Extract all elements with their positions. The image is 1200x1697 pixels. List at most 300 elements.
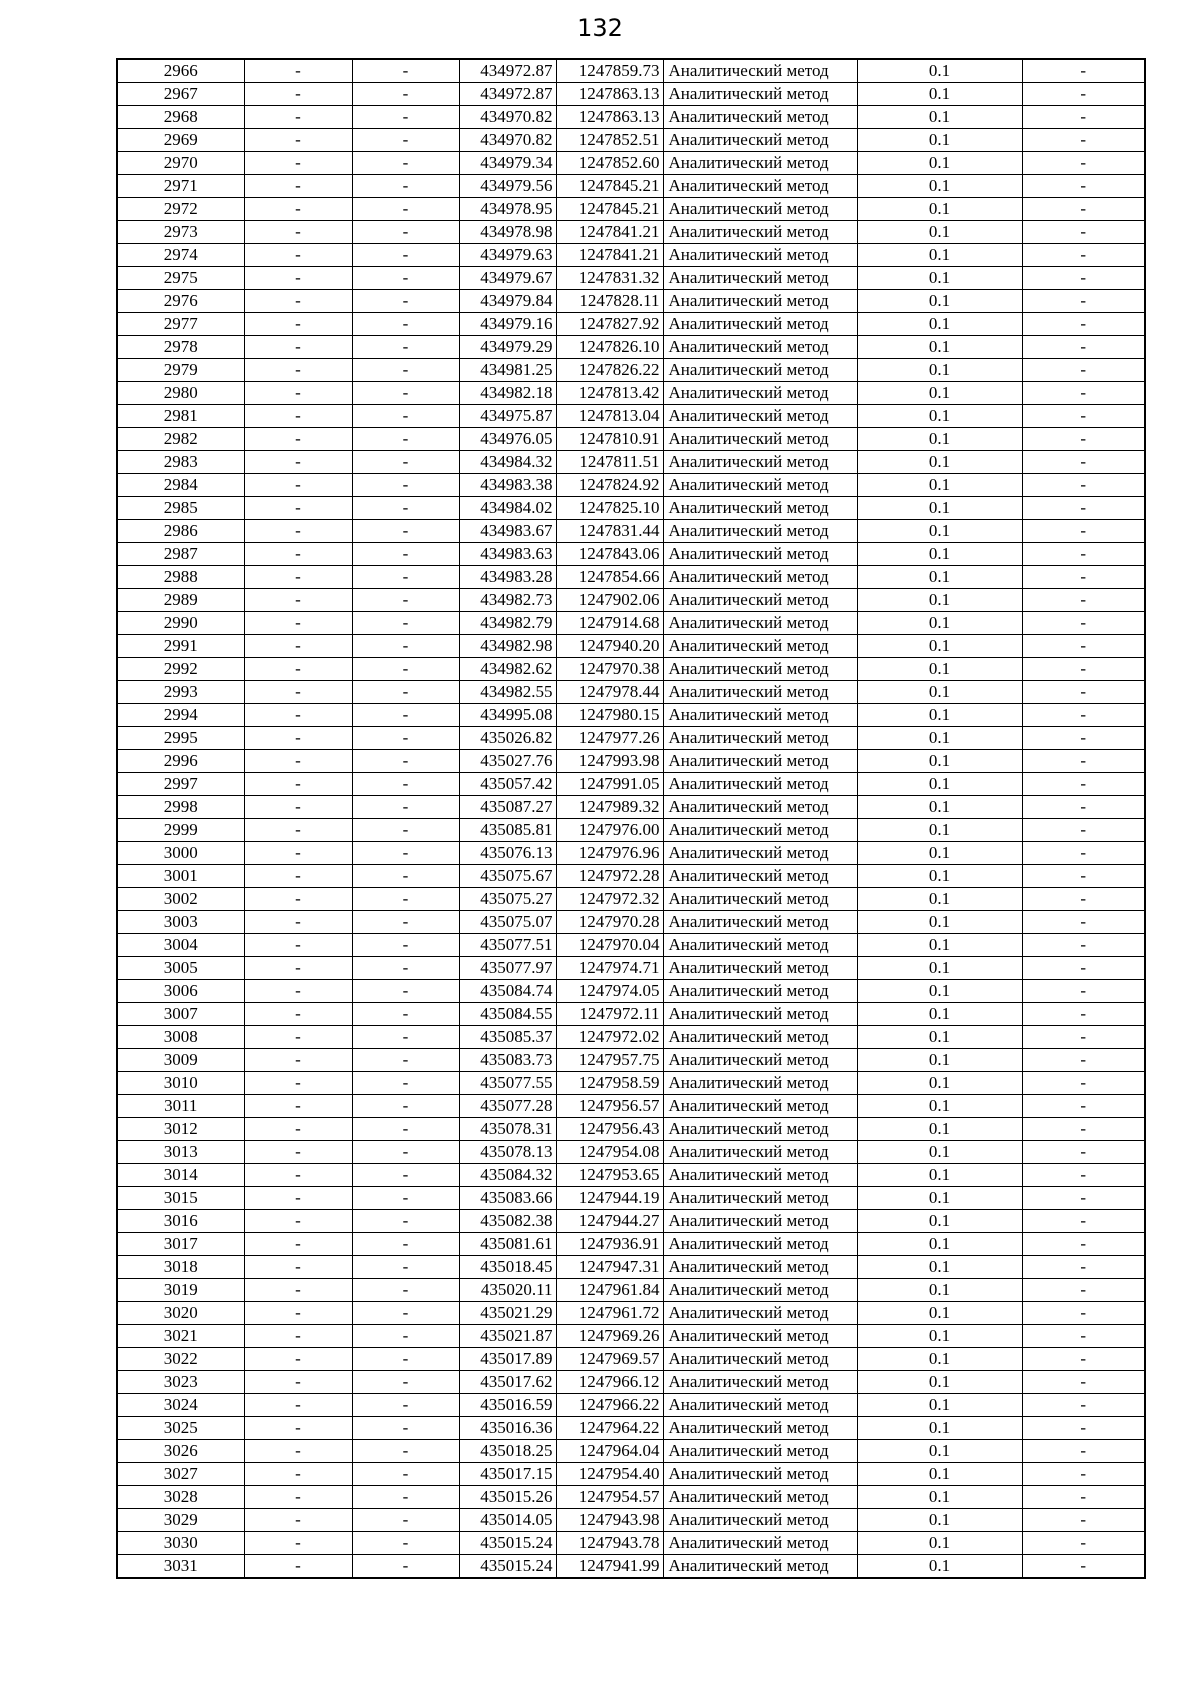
y-coordinate-cell: 1247941.99 (556, 1555, 663, 1579)
accuracy-cell: 0.1 (857, 129, 1022, 152)
point-number-cell: 2998 (117, 796, 244, 819)
table-row (117, 589, 1145, 612)
empty-cell-b: - (352, 543, 459, 566)
table-row (117, 1325, 1145, 1348)
x-coordinate-cell: 435021.87 (459, 1325, 556, 1348)
empty-cell-b: - (352, 1302, 459, 1325)
y-coordinate-cell: 1247954.08 (556, 1141, 663, 1164)
description-cell: - (1022, 796, 1145, 819)
empty-cell-b: - (352, 313, 459, 336)
empty-cell-a: - (244, 1141, 352, 1164)
method-cell: Аналитический метод (663, 1325, 857, 1348)
y-coordinate-cell: 1247958.59 (556, 1072, 663, 1095)
empty-cell-b: - (352, 1164, 459, 1187)
method-cell: Аналитический метод (663, 405, 857, 428)
x-coordinate-cell: 435082.38 (459, 1210, 556, 1233)
description-cell: - (1022, 1394, 1145, 1417)
empty-cell-b: - (352, 865, 459, 888)
point-number-cell: 2999 (117, 819, 244, 842)
description-cell: - (1022, 1095, 1145, 1118)
x-coordinate-cell: 435017.89 (459, 1348, 556, 1371)
description-cell: - (1022, 1486, 1145, 1509)
table-row (117, 612, 1145, 635)
empty-cell-b: - (352, 1049, 459, 1072)
y-coordinate-cell: 1247954.57 (556, 1486, 663, 1509)
point-number-cell: 3014 (117, 1164, 244, 1187)
description-cell: - (1022, 842, 1145, 865)
description-cell: - (1022, 198, 1145, 221)
empty-cell-b: - (352, 175, 459, 198)
empty-cell-b: - (352, 1210, 459, 1233)
empty-cell-a: - (244, 152, 352, 175)
description-cell: - (1022, 589, 1145, 612)
x-coordinate-cell: 435017.62 (459, 1371, 556, 1394)
empty-cell-a: - (244, 796, 352, 819)
empty-cell-a: - (244, 520, 352, 543)
description-cell: - (1022, 1118, 1145, 1141)
table-row (117, 313, 1145, 336)
description-cell: - (1022, 1072, 1145, 1095)
empty-cell-b: - (352, 1417, 459, 1440)
y-coordinate-cell: 1247828.11 (556, 290, 663, 313)
y-coordinate-cell: 1247953.65 (556, 1164, 663, 1187)
method-cell: Аналитический метод (663, 911, 857, 934)
point-number-cell: 3030 (117, 1532, 244, 1555)
empty-cell-b: - (352, 520, 459, 543)
y-coordinate-cell: 1247826.10 (556, 336, 663, 359)
point-number-cell: 3002 (117, 888, 244, 911)
empty-cell-b: - (352, 1440, 459, 1463)
method-cell: Аналитический метод (663, 980, 857, 1003)
accuracy-cell: 0.1 (857, 1417, 1022, 1440)
point-number-cell: 3000 (117, 842, 244, 865)
table-row (117, 474, 1145, 497)
x-coordinate-cell: 435078.13 (459, 1141, 556, 1164)
table-row (117, 198, 1145, 221)
table-row (117, 957, 1145, 980)
method-cell: Аналитический метод (663, 635, 857, 658)
table-row (117, 566, 1145, 589)
empty-cell-a: - (244, 865, 352, 888)
empty-cell-a: - (244, 267, 352, 290)
method-cell: Аналитический метод (663, 198, 857, 221)
y-coordinate-cell: 1247976.00 (556, 819, 663, 842)
empty-cell-a: - (244, 474, 352, 497)
y-coordinate-cell: 1247863.13 (556, 106, 663, 129)
y-coordinate-cell: 1247970.38 (556, 658, 663, 681)
empty-cell-a: - (244, 819, 352, 842)
x-coordinate-cell: 435075.07 (459, 911, 556, 934)
point-number-cell: 3024 (117, 1394, 244, 1417)
description-cell: - (1022, 957, 1145, 980)
point-number-cell: 2988 (117, 566, 244, 589)
empty-cell-a: - (244, 244, 352, 267)
x-coordinate-cell: 434979.84 (459, 290, 556, 313)
empty-cell-b: - (352, 1026, 459, 1049)
accuracy-cell: 0.1 (857, 704, 1022, 727)
point-number-cell: 3003 (117, 911, 244, 934)
x-coordinate-cell: 435077.97 (459, 957, 556, 980)
x-coordinate-cell: 434982.98 (459, 635, 556, 658)
description-cell: - (1022, 727, 1145, 750)
y-coordinate-cell: 1247943.98 (556, 1509, 663, 1532)
empty-cell-a: - (244, 727, 352, 750)
description-cell: - (1022, 1141, 1145, 1164)
x-coordinate-cell: 434979.56 (459, 175, 556, 198)
method-cell: Аналитический метод (663, 658, 857, 681)
point-number-cell: 2985 (117, 497, 244, 520)
method-cell: Аналитический метод (663, 934, 857, 957)
y-coordinate-cell: 1247831.32 (556, 267, 663, 290)
x-coordinate-cell: 435018.45 (459, 1256, 556, 1279)
y-coordinate-cell: 1247978.44 (556, 681, 663, 704)
description-cell: - (1022, 497, 1145, 520)
empty-cell-a: - (244, 175, 352, 198)
x-coordinate-cell: 435078.31 (459, 1118, 556, 1141)
accuracy-cell: 0.1 (857, 267, 1022, 290)
empty-cell-b: - (352, 497, 459, 520)
method-cell: Аналитический метод (663, 1440, 857, 1463)
y-coordinate-cell: 1247944.27 (556, 1210, 663, 1233)
x-coordinate-cell: 435027.76 (459, 750, 556, 773)
method-cell: Аналитический метод (663, 1118, 857, 1141)
description-cell: - (1022, 152, 1145, 175)
y-coordinate-cell: 1247957.75 (556, 1049, 663, 1072)
description-cell: - (1022, 658, 1145, 681)
table-row (117, 129, 1145, 152)
point-number-cell: 3020 (117, 1302, 244, 1325)
description-cell: - (1022, 336, 1145, 359)
empty-cell-b: - (352, 1532, 459, 1555)
description-cell: - (1022, 1348, 1145, 1371)
point-number-cell: 2975 (117, 267, 244, 290)
description-cell: - (1022, 520, 1145, 543)
empty-cell-a: - (244, 1279, 352, 1302)
table-row (117, 405, 1145, 428)
empty-cell-a: - (244, 1417, 352, 1440)
point-number-cell: 3008 (117, 1026, 244, 1049)
empty-cell-a: - (244, 1463, 352, 1486)
x-coordinate-cell: 434982.73 (459, 589, 556, 612)
y-coordinate-cell: 1247974.71 (556, 957, 663, 980)
x-coordinate-cell: 435020.11 (459, 1279, 556, 1302)
table-row (117, 1509, 1145, 1532)
empty-cell-a: - (244, 497, 352, 520)
empty-cell-b: - (352, 911, 459, 934)
method-cell: Аналитический метод (663, 1026, 857, 1049)
method-cell: Аналитический метод (663, 267, 857, 290)
accuracy-cell: 0.1 (857, 474, 1022, 497)
method-cell: Аналитический метод (663, 612, 857, 635)
empty-cell-b: - (352, 589, 459, 612)
description-cell: - (1022, 428, 1145, 451)
coordinates-table (116, 58, 1146, 1579)
y-coordinate-cell: 1247902.06 (556, 589, 663, 612)
accuracy-cell: 0.1 (857, 612, 1022, 635)
description-cell: - (1022, 221, 1145, 244)
accuracy-cell: 0.1 (857, 888, 1022, 911)
empty-cell-b: - (352, 1118, 459, 1141)
accuracy-cell: 0.1 (857, 1164, 1022, 1187)
empty-cell-a: - (244, 1555, 352, 1579)
description-cell: - (1022, 1463, 1145, 1486)
y-coordinate-cell: 1247970.04 (556, 934, 663, 957)
accuracy-cell: 0.1 (857, 520, 1022, 543)
x-coordinate-cell: 435075.67 (459, 865, 556, 888)
table-row (117, 1256, 1145, 1279)
x-coordinate-cell: 434979.29 (459, 336, 556, 359)
point-number-cell: 2969 (117, 129, 244, 152)
description-cell: - (1022, 1325, 1145, 1348)
empty-cell-b: - (352, 428, 459, 451)
empty-cell-b: - (352, 1348, 459, 1371)
table-row (117, 1532, 1145, 1555)
empty-cell-a: - (244, 1187, 352, 1210)
method-cell: Аналитический метод (663, 1371, 857, 1394)
point-number-cell: 2968 (117, 106, 244, 129)
point-number-cell: 2991 (117, 635, 244, 658)
empty-cell-a: - (244, 566, 352, 589)
empty-cell-a: - (244, 980, 352, 1003)
table-row (117, 1072, 1145, 1095)
y-coordinate-cell: 1247970.28 (556, 911, 663, 934)
x-coordinate-cell: 435083.66 (459, 1187, 556, 1210)
method-cell: Аналитический метод (663, 1141, 857, 1164)
y-coordinate-cell: 1247859.73 (556, 59, 663, 83)
point-number-cell: 2972 (117, 198, 244, 221)
accuracy-cell: 0.1 (857, 1026, 1022, 1049)
x-coordinate-cell: 435081.61 (459, 1233, 556, 1256)
y-coordinate-cell: 1247954.40 (556, 1463, 663, 1486)
accuracy-cell: 0.1 (857, 336, 1022, 359)
empty-cell-b: - (352, 267, 459, 290)
description-cell: - (1022, 1026, 1145, 1049)
description-cell: - (1022, 106, 1145, 129)
table-row (117, 1463, 1145, 1486)
point-number-cell: 3023 (117, 1371, 244, 1394)
point-number-cell: 2984 (117, 474, 244, 497)
y-coordinate-cell: 1247825.10 (556, 497, 663, 520)
accuracy-cell: 0.1 (857, 543, 1022, 566)
method-cell: Аналитический метод (663, 1003, 857, 1026)
x-coordinate-cell: 434975.87 (459, 405, 556, 428)
empty-cell-b: - (352, 957, 459, 980)
y-coordinate-cell: 1247972.11 (556, 1003, 663, 1026)
table-row (117, 1003, 1145, 1026)
method-cell: Аналитический метод (663, 1555, 857, 1579)
empty-cell-a: - (244, 359, 352, 382)
table-row (117, 1348, 1145, 1371)
x-coordinate-cell: 434983.63 (459, 543, 556, 566)
point-number-cell: 2978 (117, 336, 244, 359)
table-row (117, 819, 1145, 842)
point-number-cell: 3029 (117, 1509, 244, 1532)
y-coordinate-cell: 1247813.04 (556, 405, 663, 428)
description-cell: - (1022, 1509, 1145, 1532)
table-row (117, 244, 1145, 267)
table-row (117, 1187, 1145, 1210)
accuracy-cell: 0.1 (857, 773, 1022, 796)
point-number-cell: 2983 (117, 451, 244, 474)
accuracy-cell: 0.1 (857, 175, 1022, 198)
point-number-cell: 3011 (117, 1095, 244, 1118)
empty-cell-a: - (244, 543, 352, 566)
empty-cell-b: - (352, 59, 459, 83)
description-cell: - (1022, 612, 1145, 635)
table-row (117, 865, 1145, 888)
table-row (117, 428, 1145, 451)
x-coordinate-cell: 435026.82 (459, 727, 556, 750)
x-coordinate-cell: 435085.37 (459, 1026, 556, 1049)
empty-cell-a: - (244, 888, 352, 911)
accuracy-cell: 0.1 (857, 290, 1022, 313)
description-cell: - (1022, 1371, 1145, 1394)
point-number-cell: 2980 (117, 382, 244, 405)
table-row (117, 1440, 1145, 1463)
empty-cell-a: - (244, 750, 352, 773)
empty-cell-a: - (244, 1302, 352, 1325)
method-cell: Аналитический метод (663, 520, 857, 543)
empty-cell-a: - (244, 1256, 352, 1279)
table-row (117, 1095, 1145, 1118)
x-coordinate-cell: 435075.27 (459, 888, 556, 911)
description-cell: - (1022, 175, 1145, 198)
empty-cell-b: - (352, 1325, 459, 1348)
accuracy-cell: 0.1 (857, 1049, 1022, 1072)
empty-cell-b: - (352, 1003, 459, 1026)
accuracy-cell: 0.1 (857, 497, 1022, 520)
point-number-cell: 2990 (117, 612, 244, 635)
description-cell: - (1022, 59, 1145, 83)
method-cell: Аналитический метод (663, 1463, 857, 1486)
x-coordinate-cell: 434972.87 (459, 83, 556, 106)
table-row (117, 681, 1145, 704)
empty-cell-b: - (352, 612, 459, 635)
method-cell: Аналитический метод (663, 819, 857, 842)
empty-cell-a: - (244, 1348, 352, 1371)
accuracy-cell: 0.1 (857, 635, 1022, 658)
accuracy-cell: 0.1 (857, 934, 1022, 957)
x-coordinate-cell: 435085.81 (459, 819, 556, 842)
x-coordinate-cell: 435016.59 (459, 1394, 556, 1417)
x-coordinate-cell: 434982.55 (459, 681, 556, 704)
y-coordinate-cell: 1247972.28 (556, 865, 663, 888)
point-number-cell: 3018 (117, 1256, 244, 1279)
description-cell: - (1022, 474, 1145, 497)
method-cell: Аналитический метод (663, 336, 857, 359)
point-number-cell: 3019 (117, 1279, 244, 1302)
y-coordinate-cell: 1247827.92 (556, 313, 663, 336)
accuracy-cell: 0.1 (857, 750, 1022, 773)
y-coordinate-cell: 1247852.60 (556, 152, 663, 175)
x-coordinate-cell: 434976.05 (459, 428, 556, 451)
empty-cell-b: - (352, 819, 459, 842)
accuracy-cell: 0.1 (857, 451, 1022, 474)
table-row (117, 451, 1145, 474)
accuracy-cell: 0.1 (857, 1348, 1022, 1371)
method-cell: Аналитический метод (663, 83, 857, 106)
empty-cell-b: - (352, 106, 459, 129)
description-cell: - (1022, 313, 1145, 336)
method-cell: Аналитический метод (663, 59, 857, 83)
table-row (117, 106, 1145, 129)
empty-cell-b: - (352, 681, 459, 704)
description-cell: - (1022, 681, 1145, 704)
method-cell: Аналитический метод (663, 543, 857, 566)
empty-cell-b: - (352, 83, 459, 106)
empty-cell-b: - (352, 1187, 459, 1210)
empty-cell-b: - (352, 1463, 459, 1486)
x-coordinate-cell: 435083.73 (459, 1049, 556, 1072)
empty-cell-a: - (244, 382, 352, 405)
accuracy-cell: 0.1 (857, 359, 1022, 382)
method-cell: Аналитический метод (663, 244, 857, 267)
y-coordinate-cell: 1247845.21 (556, 198, 663, 221)
table-row (117, 543, 1145, 566)
empty-cell-a: - (244, 290, 352, 313)
accuracy-cell: 0.1 (857, 152, 1022, 175)
accuracy-cell: 0.1 (857, 221, 1022, 244)
empty-cell-a: - (244, 1072, 352, 1095)
x-coordinate-cell: 434983.38 (459, 474, 556, 497)
x-coordinate-cell: 435015.24 (459, 1532, 556, 1555)
description-cell: - (1022, 773, 1145, 796)
table-row (117, 59, 1145, 83)
accuracy-cell: 0.1 (857, 1394, 1022, 1417)
empty-cell-a: - (244, 681, 352, 704)
x-coordinate-cell: 434979.34 (459, 152, 556, 175)
point-number-cell: 2982 (117, 428, 244, 451)
method-cell: Аналитический метод (663, 957, 857, 980)
accuracy-cell: 0.1 (857, 1555, 1022, 1579)
empty-cell-a: - (244, 911, 352, 934)
method-cell: Аналитический метод (663, 175, 857, 198)
accuracy-cell: 0.1 (857, 842, 1022, 865)
empty-cell-a: - (244, 336, 352, 359)
x-coordinate-cell: 435017.15 (459, 1463, 556, 1486)
x-coordinate-cell: 435016.36 (459, 1417, 556, 1440)
y-coordinate-cell: 1247964.22 (556, 1417, 663, 1440)
accuracy-cell: 0.1 (857, 727, 1022, 750)
table-row (117, 1210, 1145, 1233)
accuracy-cell: 0.1 (857, 198, 1022, 221)
point-number-cell: 2995 (117, 727, 244, 750)
point-number-cell: 2981 (117, 405, 244, 428)
x-coordinate-cell: 434970.82 (459, 129, 556, 152)
x-coordinate-cell: 435077.28 (459, 1095, 556, 1118)
table-row (117, 1164, 1145, 1187)
empty-cell-a: - (244, 1532, 352, 1555)
accuracy-cell: 0.1 (857, 1118, 1022, 1141)
table-row (117, 497, 1145, 520)
point-number-cell: 3001 (117, 865, 244, 888)
empty-cell-b: - (352, 221, 459, 244)
empty-cell-b: - (352, 474, 459, 497)
description-cell: - (1022, 267, 1145, 290)
empty-cell-b: - (352, 1486, 459, 1509)
point-number-cell: 2994 (117, 704, 244, 727)
method-cell: Аналитический метод (663, 865, 857, 888)
method-cell: Аналитический метод (663, 1049, 857, 1072)
description-cell: - (1022, 934, 1145, 957)
description-cell: - (1022, 1417, 1145, 1440)
x-coordinate-cell: 434983.28 (459, 566, 556, 589)
point-number-cell: 3012 (117, 1118, 244, 1141)
table-body (117, 59, 1145, 1578)
empty-cell-a: - (244, 773, 352, 796)
empty-cell-b: - (352, 796, 459, 819)
empty-cell-a: - (244, 1486, 352, 1509)
